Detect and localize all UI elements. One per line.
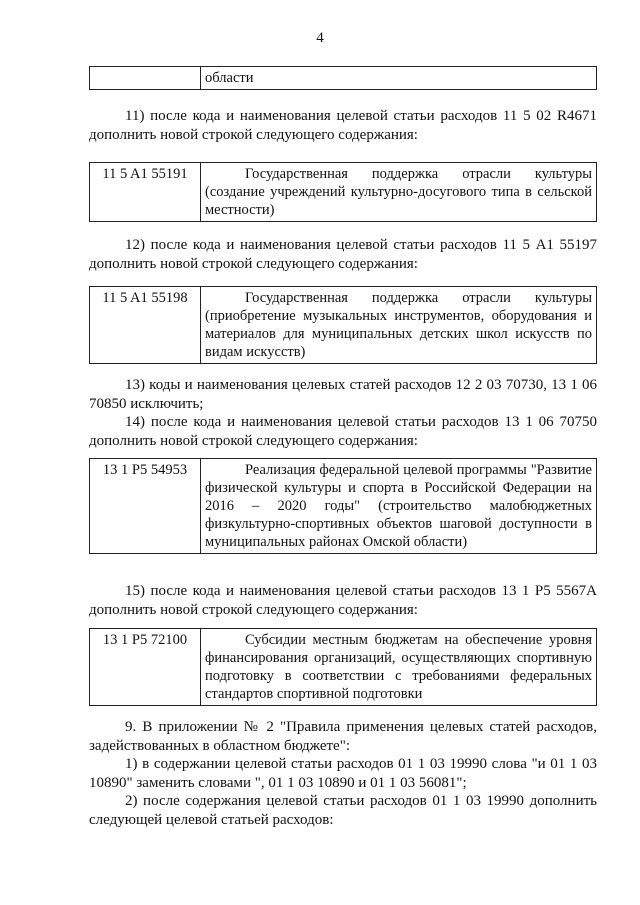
code-table-row-4 <box>89 628 597 706</box>
target-code-cell: 13 1 P5 54953 <box>90 459 201 554</box>
table-row <box>90 287 597 364</box>
paragraph-9: 9. В приложении № 2 "Правила применения целевых статей расходов, задействованных в областном бюджете": <box>89 719 597 754</box>
target-name-cell: области <box>201 67 597 90</box>
paragraph-11: 11) после кода и наименования целевой статьи расходов 11 5 02 R4671 дополнить новой строкой следующего содержания: <box>89 108 597 143</box>
code-table-row-0 <box>89 66 597 90</box>
target-name-text: Государственная поддержка отрасли культуры (создание учреждений культурно-досугового типа в сельской местности) <box>205 166 592 218</box>
code-table-row-1 <box>89 162 597 222</box>
paragraph-9-1: 1) в содержании целевой статьи расходов 01 1 03 19990 слова "и 01 1 03 10890" заменить словами ", 01 1 03 10890 и 01 1 03 56081"; <box>89 756 597 791</box>
paragraph-13: 13) коды и наименования целевых статей расходов 12 2 03 70730, 13 1 06 70850 исключить; <box>89 377 597 412</box>
target-code-cell <box>90 67 201 90</box>
target-name-cell <box>201 459 597 554</box>
target-code-cell: 11 5 A1 55198 <box>90 287 201 364</box>
target-name-text: Государственная поддержка отрасли культуры (приобретение музыкальных инструментов, оборудования и материалов для муниципальных детских школ искусств по видам искусств) <box>205 290 592 360</box>
code-table-row-3 <box>89 458 597 554</box>
code-table-row-2 <box>89 286 597 364</box>
page-number: 4 <box>316 30 324 46</box>
target-name-text: Реализация федеральной целевой программы "Развитие физической культуры и спорта в Российской Федерации на 2016 – 2020 годы" (строительство малобюджетных физкультурно-спортивных объектов шаговой доступности в муниципальных районах Омской области) <box>205 462 592 550</box>
paragraph-15: 15) после кода и наименования целевой статьи расходов 13 1 P5 5567A дополнить новой строкой следующего содержания: <box>89 583 597 618</box>
target-code-cell: 11 5 A1 55191 <box>90 163 201 222</box>
table-row <box>90 629 597 706</box>
target-name-cell <box>201 629 597 706</box>
paragraph-14: 14) после кода и наименования целевой статьи расходов 13 1 06 70750 дополнить новой строкой следующего содержания: <box>89 414 597 449</box>
paragraph-9-2: 2) после содержания целевой статьи расходов 01 1 03 19990 дополнить следующей целевой статьей расходов: <box>89 793 597 828</box>
target-code-cell: 13 1 P5 72100 <box>90 629 201 706</box>
table-row <box>90 163 597 222</box>
table-row <box>90 459 597 554</box>
table-row <box>90 67 597 90</box>
paragraph-12: 12) после кода и наименования целевой статьи расходов 11 5 A1 55197 дополнить новой строкой следующего содержания: <box>89 237 597 272</box>
target-name-text: Субсидии местным бюджетам на обеспечение уровня финансирования организаций, осуществляющих спортивную подготовку в соответствии с требованиями федеральных стандартов спортивной подготовки <box>205 632 592 702</box>
target-name-cell <box>201 163 597 222</box>
target-name-cell <box>201 287 597 364</box>
